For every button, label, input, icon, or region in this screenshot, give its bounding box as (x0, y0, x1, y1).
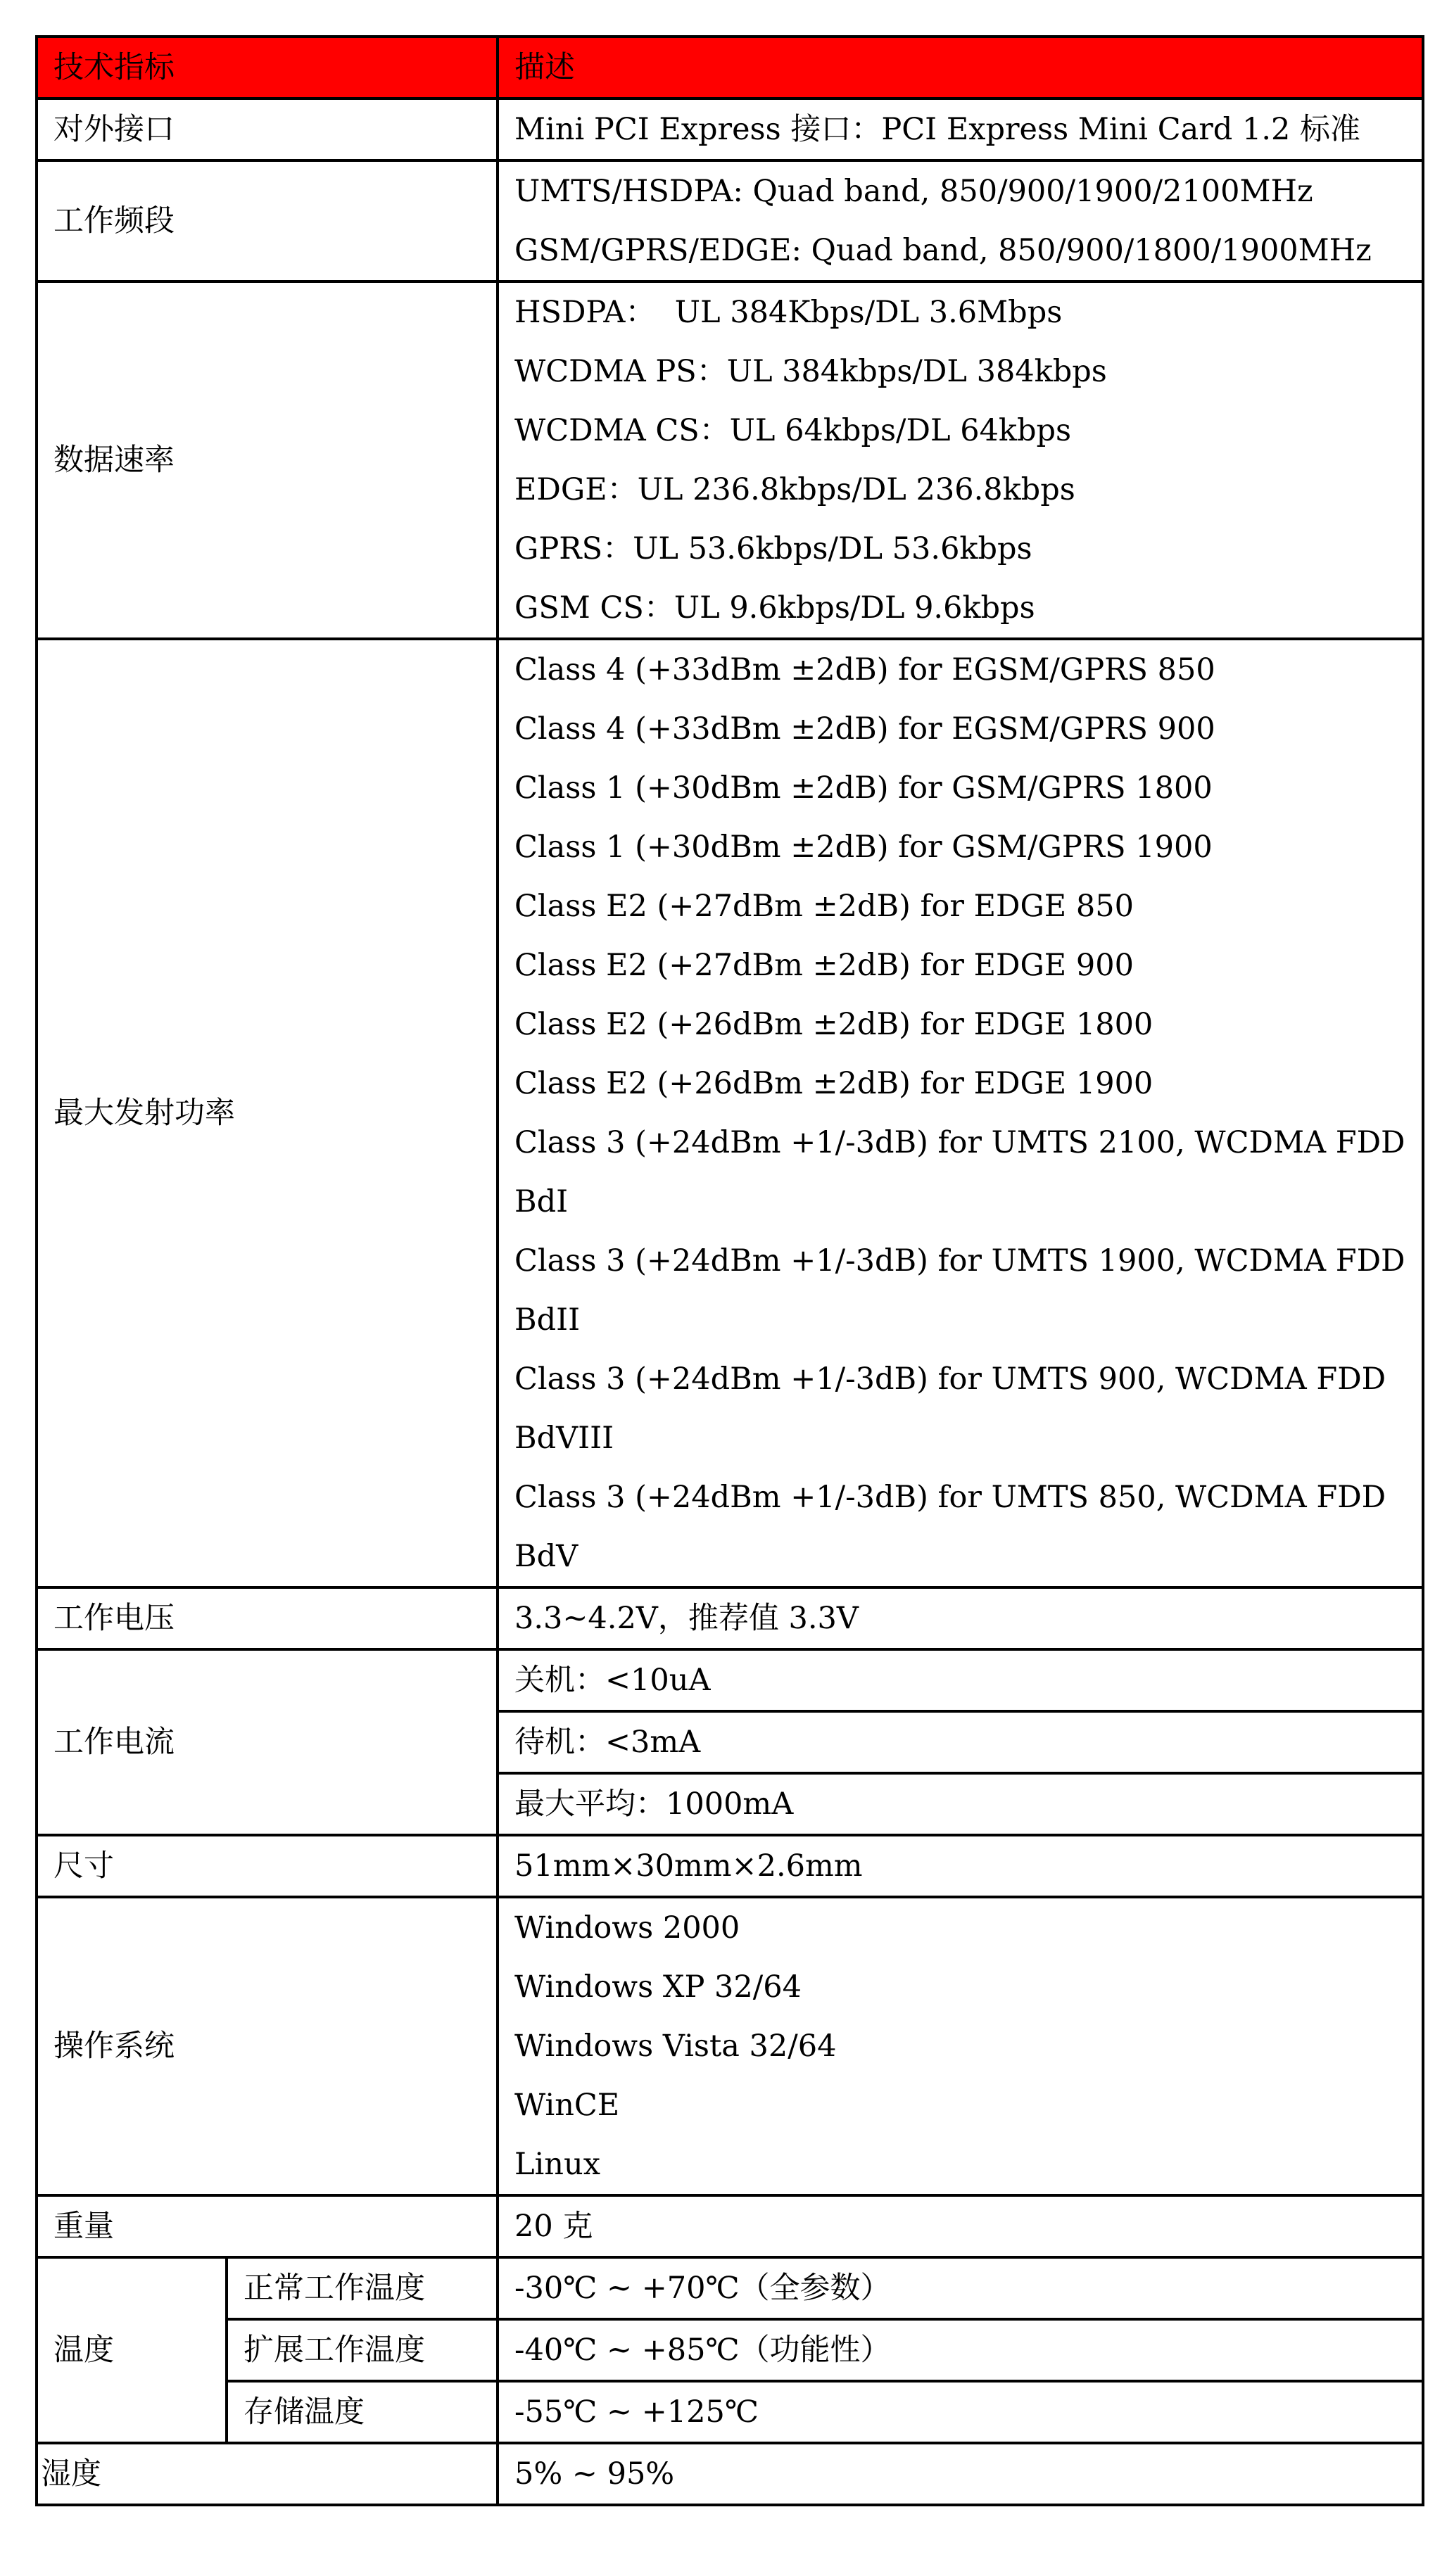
desc-line: Class 3 (+24dBm +1/-3dB) for UMTS 2100, WCDMA FDD (514, 1125, 1405, 1160)
label-humidity: 湿度 (37, 2443, 498, 2505)
desc-line: Windows 2000 (514, 1910, 740, 1946)
desc-current-max: 最大平均：1000mA (498, 1773, 1423, 1835)
row-interface (37, 99, 1423, 160)
desc-current-off: 关机：<10uA (498, 1649, 1423, 1711)
desc-humidity (498, 2443, 1423, 2505)
desc-line: GSM CS：UL 9.6kbps/DL 9.6kbps (514, 590, 1035, 626)
label-power: 最大发射功率 (37, 639, 498, 1587)
desc-line: Class E2 (+27dBm ±2dB) for EDGE 850 (514, 889, 1134, 924)
desc-line: Class 3 (+24dBm +1/-3dB) for UMTS 850, WCDMA FDD (514, 1480, 1386, 1515)
desc-line: Windows XP 32/64 (514, 1969, 802, 2005)
label-rate: 数据速率 (37, 281, 498, 639)
label-band: 工作频段 (37, 160, 498, 281)
desc-voltage (498, 1587, 1423, 1649)
desc-line: 5% ~ 95% (514, 2456, 675, 2492)
label-temperature: 温度 (37, 2257, 227, 2443)
desc-line: Windows Vista 32/64 (514, 2029, 837, 2064)
header-row (37, 37, 1423, 99)
desc-line: GPRS：UL 53.6kbps/DL 53.6kbps (514, 531, 1032, 566)
desc-line: Mini PCI Express 接口：PCI Express Mini Card 1.2 标准 (514, 112, 1361, 147)
desc-line: BdI (514, 1184, 569, 1219)
desc-band (498, 160, 1423, 281)
desc-weight (498, 2195, 1423, 2257)
desc-power (498, 639, 1423, 1587)
desc-line: UMTS/HSDPA: Quad band, 850/900/1900/2100MHz (514, 174, 1313, 209)
desc-line: BdV (514, 1539, 579, 1574)
row-weight (37, 2195, 1423, 2257)
row-humidity (37, 2443, 1423, 2505)
header-description: 描述 (498, 37, 1423, 99)
label-voltage: 工作电压 (37, 1587, 498, 1649)
row-size (37, 1835, 1423, 1897)
desc-line: BdVIII (514, 1421, 614, 1456)
label-current: 工作电流 (37, 1649, 498, 1835)
label-interface: 对外接口 (37, 99, 498, 160)
desc-line: Class E2 (+26dBm ±2dB) for EDGE 1800 (514, 1007, 1153, 1042)
desc-temp-normal: -30℃ ~ +70℃（全参数） (498, 2257, 1423, 2319)
header-spec: 技术指标 (37, 37, 498, 99)
desc-line: Class 4 (+33dBm ±2dB) for EGSM/GPRS 900 (514, 711, 1215, 747)
desc-line: Class 3 (+24dBm +1/-3dB) for UMTS 1900, WCDMA FDD (514, 1243, 1405, 1279)
desc-line: WinCE (514, 2088, 620, 2123)
label-os: 操作系统 (37, 1897, 498, 2195)
sublabel-temp-storage: 存储温度 (227, 2381, 498, 2443)
label-weight: 重量 (37, 2195, 498, 2257)
desc-line: BdII (514, 1302, 581, 1338)
desc-temp-extended: -40℃ ~ +85℃（功能性） (498, 2319, 1423, 2381)
row-rate (37, 281, 1423, 639)
spec-table (35, 35, 1424, 2506)
desc-line: 20 克 (514, 2209, 593, 2244)
desc-line: EDGE：UL 236.8kbps/DL 236.8kbps (514, 472, 1075, 507)
desc-size (498, 1835, 1423, 1897)
label-size: 尺寸 (37, 1835, 498, 1897)
row-current-off (37, 1649, 1423, 1711)
desc-rate (498, 281, 1423, 639)
desc-line: Class 1 (+30dBm ±2dB) for GSM/GPRS 1800 (514, 770, 1213, 806)
row-os (37, 1897, 1423, 2195)
desc-line: GSM/GPRS/EDGE: Quad band, 850/900/1800/1900MHz (514, 233, 1372, 268)
sublabel-temp-extended: 扩展工作温度 (227, 2319, 498, 2381)
sublabel-temp-normal: 正常工作温度 (227, 2257, 498, 2319)
desc-line: Class 3 (+24dBm +1/-3dB) for UMTS 900, WCDMA FDD (514, 1362, 1386, 1397)
desc-current-standby: 待机：<3mA (498, 1711, 1423, 1773)
desc-line: Class 1 (+30dBm ±2dB) for GSM/GPRS 1900 (514, 830, 1213, 865)
row-power (37, 639, 1423, 1587)
desc-line: WCDMA CS：UL 64kbps/DL 64kbps (514, 413, 1072, 448)
desc-line: Class 4 (+33dBm ±2dB) for EGSM/GPRS 850 (514, 652, 1215, 687)
desc-line: HSDPA： UL 384Kbps/DL 3.6Mbps (514, 295, 1063, 330)
desc-line: Class E2 (+27dBm ±2dB) for EDGE 900 (514, 948, 1134, 983)
row-voltage (37, 1587, 1423, 1649)
row-band (37, 160, 1423, 281)
desc-line: 3.3~4.2V，推荐值 3.3V (514, 1601, 859, 1636)
desc-line: WCDMA PS：UL 384kbps/DL 384kbps (514, 354, 1107, 389)
desc-os (498, 1897, 1423, 2195)
row-temp-normal (37, 2257, 1423, 2319)
row-temp-extended (37, 2319, 1423, 2381)
row-temp-storage (37, 2381, 1423, 2443)
desc-interface (498, 99, 1423, 160)
desc-line: 51mm×30mm×2.6mm (514, 1848, 863, 1884)
desc-temp-storage: -55℃ ~ +125℃ (498, 2381, 1423, 2443)
desc-line: Linux (514, 2147, 600, 2182)
desc-line: Class E2 (+26dBm ±2dB) for EDGE 1900 (514, 1066, 1153, 1101)
